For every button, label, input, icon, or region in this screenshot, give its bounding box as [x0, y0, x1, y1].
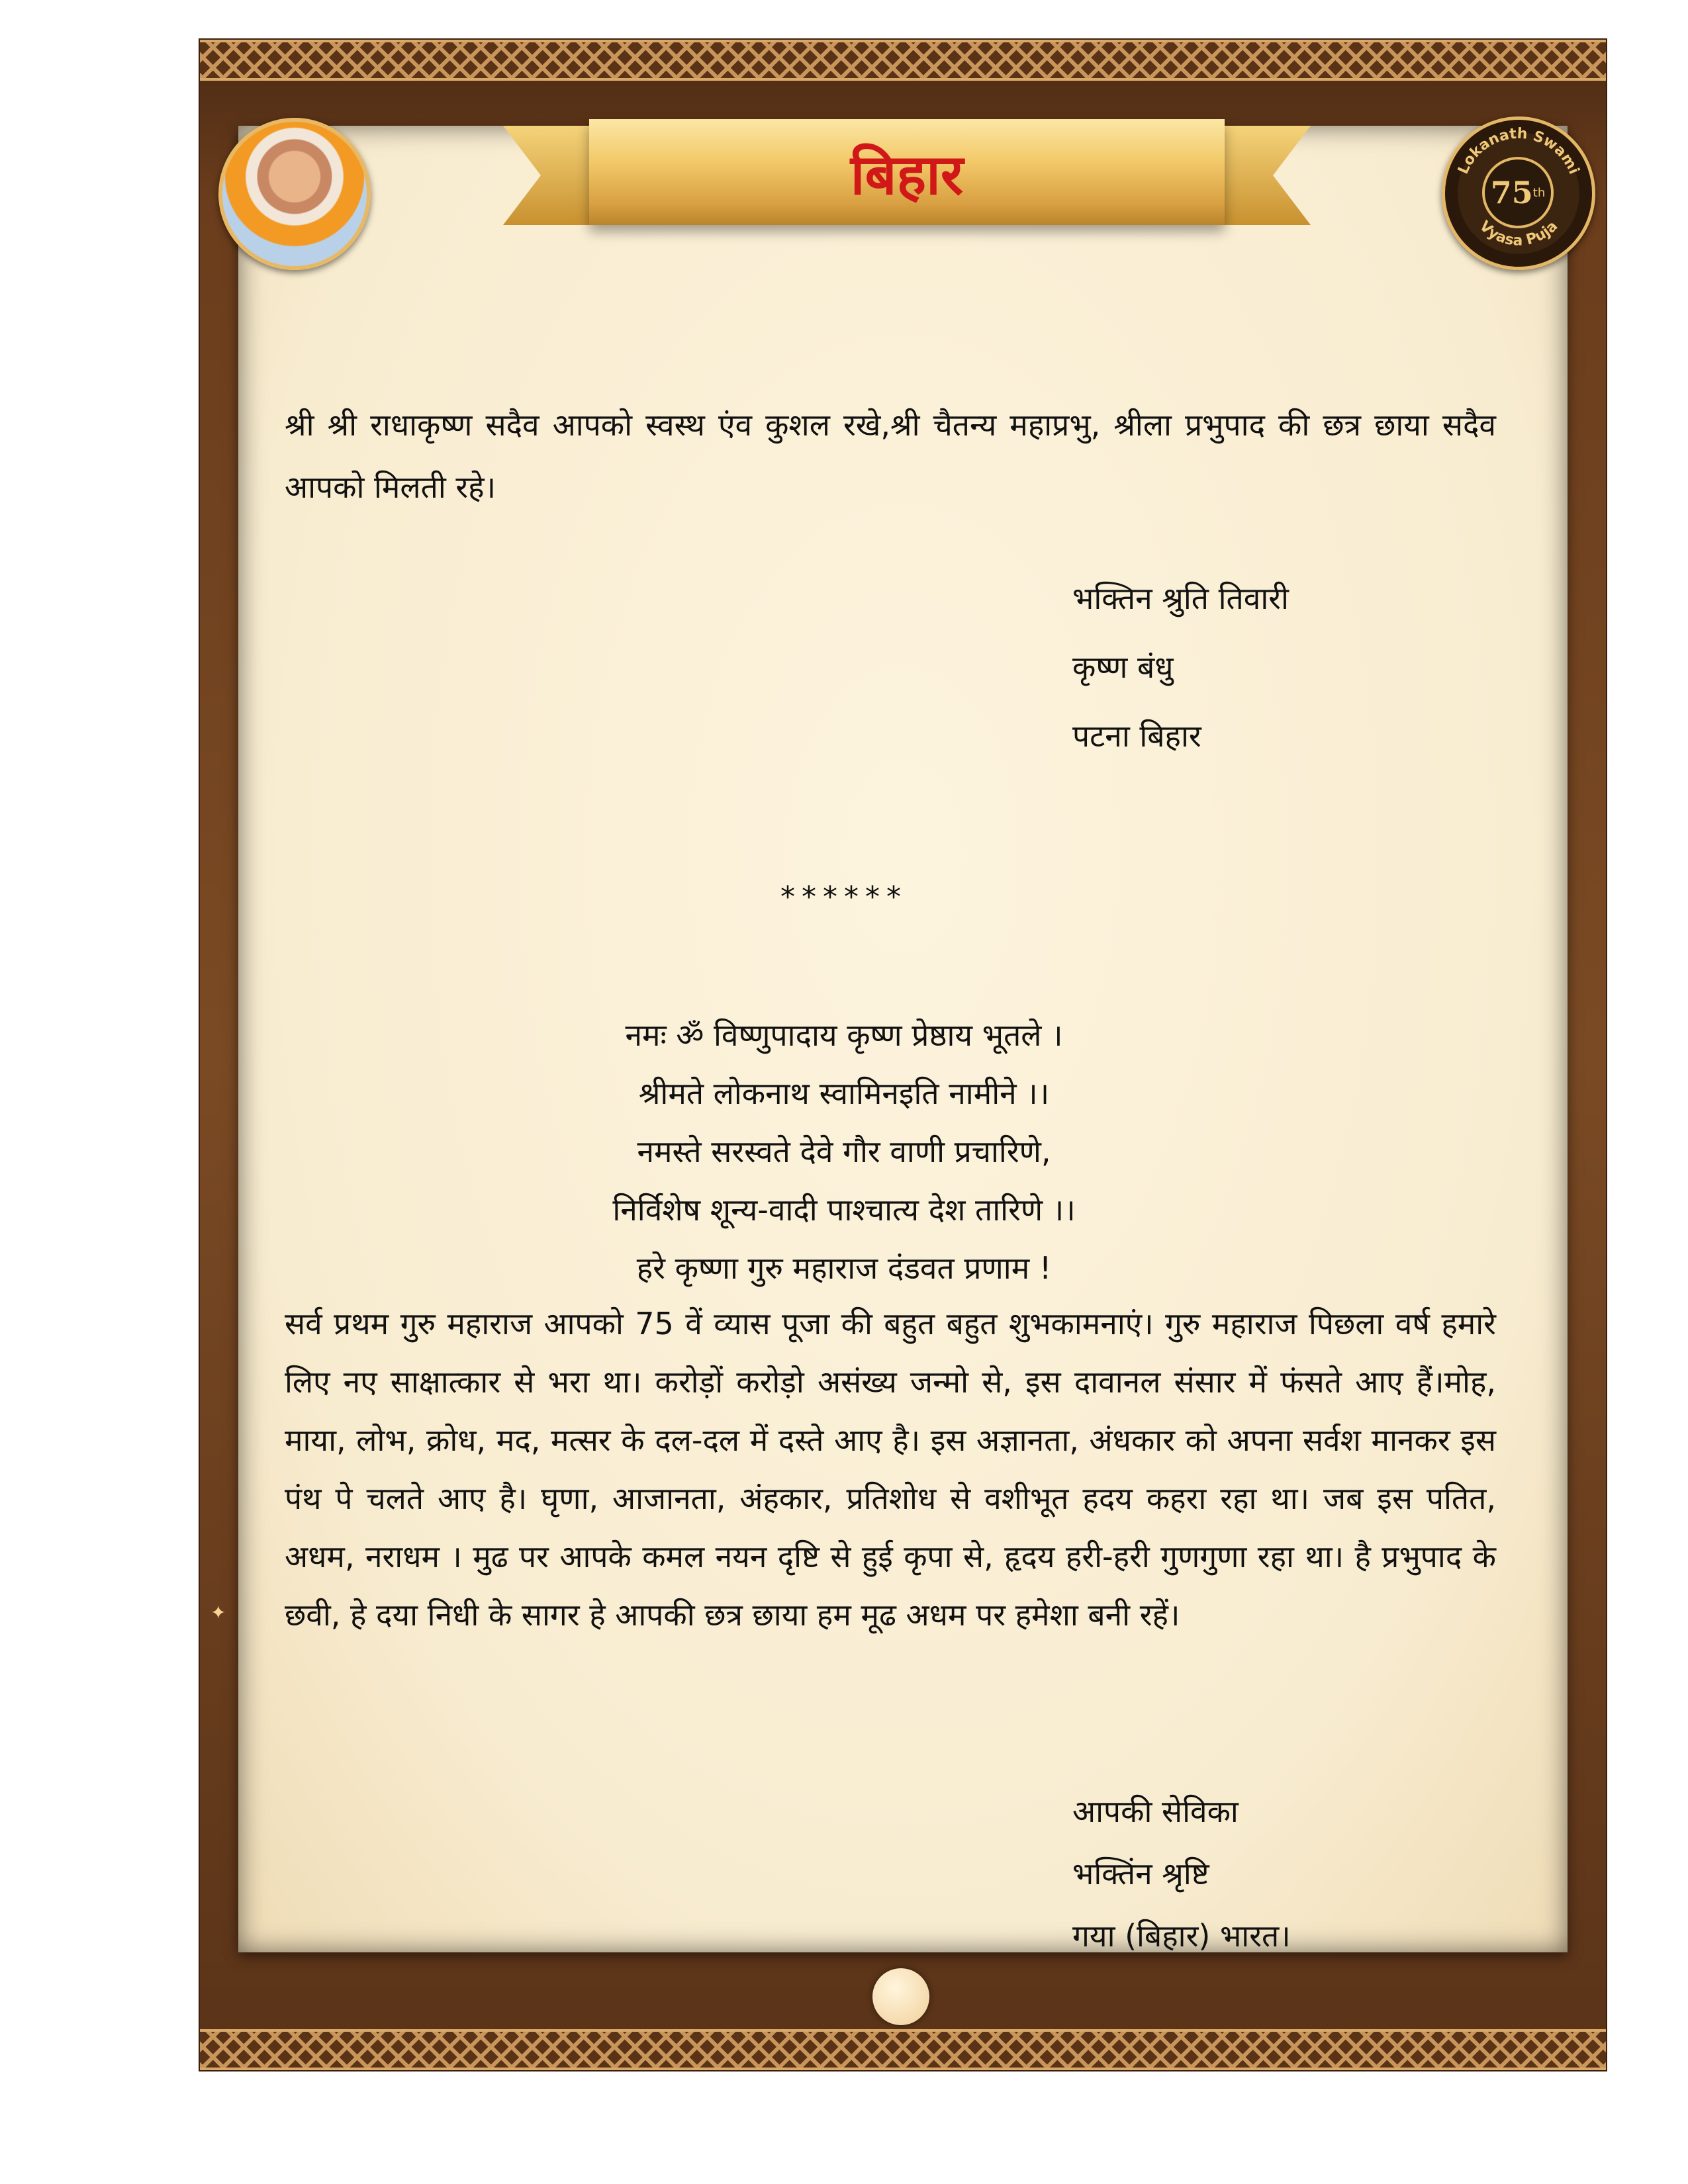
mantra-line: हरे कृष्णा गुरु महाराज दंडवत प्रणाम !: [636, 1250, 1052, 1286]
badge-number: 75: [1490, 175, 1533, 210]
title-ribbon: [503, 99, 1311, 265]
letter1-signature-name: भक्तिन श्रुति तिवारी: [1072, 580, 1289, 616]
ribbon-banner: [589, 119, 1225, 225]
sparkle-icon: ✦: [211, 1602, 226, 1623]
mantra-line: नमस्ते सरस्वते देवे गौर वाणी प्रचारिणे,: [637, 1134, 1051, 1169]
mantra-line: नमः ॐ विष्णुपादाय कृष्ण प्रेष्ठाय भूतले ।: [625, 1017, 1063, 1053]
letter1-paragraph: श्री श्री राधाकृष्ण सदैव आपको स्वस्थ एंव कुशल रखे,श्री चैतन्य महाप्रभु, श्रीला प्रभुपाद की छत्र छाया सदैव आपको मिलती रहे।: [285, 407, 1496, 505]
letter2-paragraph: सर्व प्रथम गुरु महाराज आपको 75 वें व्यास पूजा की बहुत बहुत शुभकामनाएं। गुरु महाराज पिछला वर्ष हमारे लिए नए साक्षात्कार से भरा था। करोड़ों करोड़ो असंख्य जन्मो से, इस दावानल संसार में फंसते आए हैं।मोह, माया, लोभ, क्रोध, मद, मत्सर के दल-दल में दस्ते आए है। इस अज्ञानता, अंधकार को अपना सर्वश मानकर इस पंथ पे चलते आए है। घृणा, आजानता, अंहकार, प्रतिशोध से वशीभूत हदय कहरा रहा था। जब इस पतित, अधम, नराधम । मुढ पर आपके कमल नयन दृष्टि से हुई कृपा से, हृदय हरी-हरी गुणगुणा रहा था। है प्रभुपाद के छवी, हे दया निधी के सागर हे आपकी छत्र छाया हम मूढ अधम पर हमेशा बनी रहें।: [285, 1306, 1496, 1633]
pranam-mantra: [0, 1006, 1688, 1297]
top-ornamental-border: [200, 40, 1606, 81]
guru-portrait-image: [218, 118, 371, 270]
badge-center: [1482, 157, 1554, 228]
bottom-ornament-circle: [872, 1968, 929, 2025]
mantra-line: श्रीमते लोकनाथ स्वामिनइति नामीने ।।: [638, 1075, 1050, 1111]
badge-superscript: th: [1532, 185, 1546, 200]
letter2-signature: [1072, 1780, 1291, 1967]
mantra-line: निर्विशेष शून्य-वादी पाश्चात्य देश तारिणे ।।: [612, 1192, 1076, 1228]
letter1-signature-place: पटना बिहार: [1072, 718, 1201, 754]
letter2-signature-place: गया (बिहार) भारत।: [1072, 1918, 1291, 1954]
vyasa-puja-75-badge: [1442, 116, 1595, 270]
section-separator: ******: [780, 880, 908, 914]
bottom-ornamental-border: [200, 2029, 1606, 2070]
letter1-signature: [1072, 564, 1289, 770]
page-title: बिहार: [850, 142, 964, 207]
letter2-signature-closing: आपकी सेविका: [1072, 1794, 1239, 1829]
badge-top-text: Lokanath Swami: [1455, 125, 1583, 177]
badge-bottom-text: Vyasa Puja: [1476, 218, 1562, 250]
letter1-signature-affiliation: कृष्ण बंधु: [1072, 649, 1174, 685]
letter2-signature-name: भक्तिंन श्रृष्टि: [1072, 1856, 1209, 1891]
